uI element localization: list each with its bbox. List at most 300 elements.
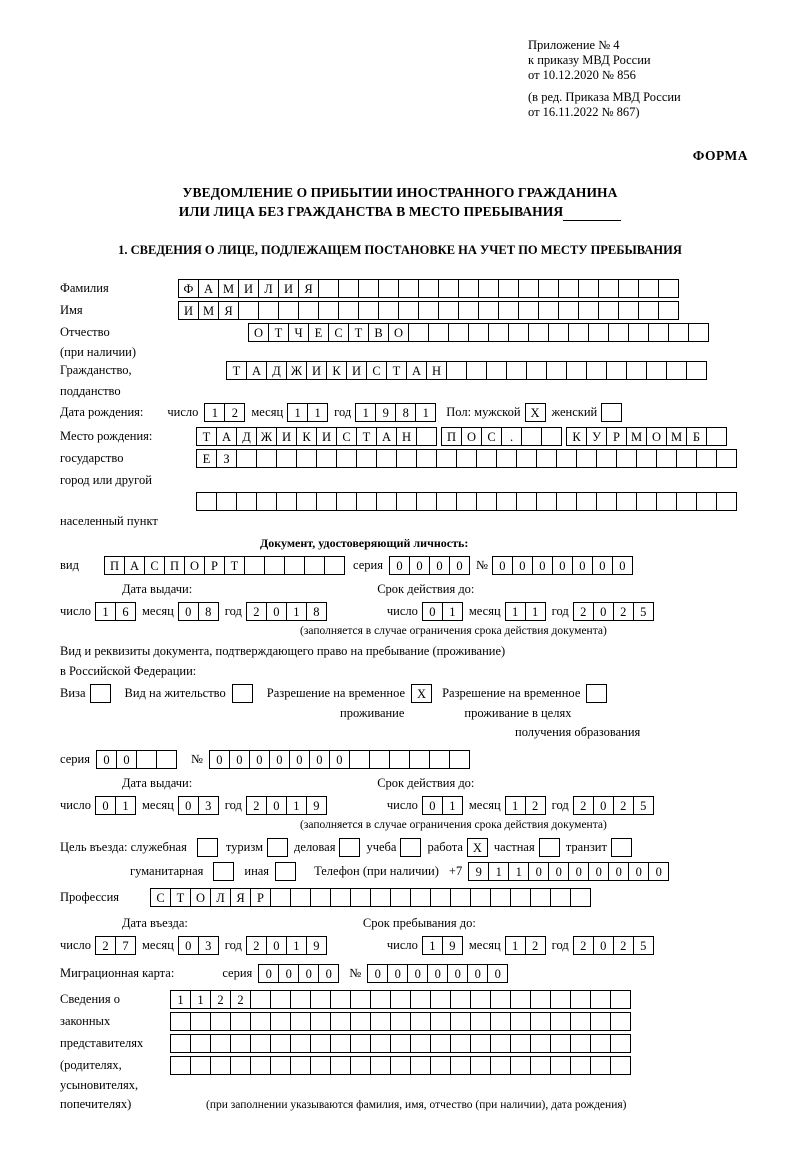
char-cell[interactable]: И [276,427,297,446]
char-cell[interactable]: 0 [593,936,614,955]
char-cell[interactable] [290,1034,311,1053]
char-cell[interactable] [230,1012,251,1031]
char-cell[interactable]: Т [196,427,217,446]
char-cell[interactable]: Я [230,888,251,907]
char-cell[interactable]: 1 [286,936,307,955]
profession-input[interactable] [150,888,591,907]
char-cell[interactable] [688,323,709,342]
entry-month-input[interactable] [178,936,219,955]
permit-valid-day-input[interactable] [422,796,463,815]
char-cell[interactable]: 0 [407,964,428,983]
char-cell[interactable] [390,1056,411,1075]
birth-month-input[interactable] [287,403,328,422]
char-cell[interactable]: 6 [115,602,136,621]
char-cell[interactable] [358,301,379,320]
char-cell[interactable] [350,1034,371,1053]
char-cell[interactable] [456,492,477,511]
char-cell[interactable]: 1 [442,796,463,815]
char-cell[interactable] [410,888,431,907]
char-cell[interactable] [586,684,607,703]
char-cell[interactable]: 0 [278,964,299,983]
char-cell[interactable]: 0 [367,964,388,983]
char-cell[interactable]: 0 [528,862,549,881]
char-cell[interactable]: К [566,427,587,446]
char-cell[interactable] [236,449,257,468]
char-cell[interactable] [438,301,459,320]
char-cell[interactable] [270,990,291,1009]
char-cell[interactable] [476,449,497,468]
purpose-business-checkbox[interactable] [339,838,360,857]
char-cell[interactable] [606,361,627,380]
char-cell[interactable] [210,1012,231,1031]
char-cell[interactable] [518,301,539,320]
char-cell[interactable]: Д [236,427,257,446]
char-cell[interactable]: Я [298,279,319,298]
char-cell[interactable] [550,888,571,907]
char-cell[interactable] [530,888,551,907]
char-cell[interactable]: 0 [593,796,614,815]
char-cell[interactable] [276,492,297,511]
char-cell[interactable] [250,1034,271,1053]
char-cell[interactable] [556,449,577,468]
char-cell[interactable] [601,403,622,422]
char-cell[interactable] [258,301,279,320]
char-cell[interactable]: 0 [548,862,569,881]
char-cell[interactable]: К [326,361,347,380]
char-cell[interactable]: 1 [286,796,307,815]
char-cell[interactable]: Л [210,888,231,907]
char-cell[interactable]: 2 [210,990,231,1009]
legal-rep-line-3-input[interactable] [170,1034,631,1053]
char-cell[interactable]: Т [224,556,245,575]
char-cell[interactable]: 0 [178,602,199,621]
char-cell[interactable] [556,492,577,511]
char-cell[interactable] [576,449,597,468]
char-cell[interactable]: 0 [178,936,199,955]
char-cell[interactable]: Х [467,838,488,857]
char-cell[interactable] [658,301,679,320]
char-cell[interactable] [696,492,717,511]
char-cell[interactable] [376,449,397,468]
purpose-study-checkbox[interactable] [400,838,421,857]
char-cell[interactable]: 1 [422,936,443,955]
char-cell[interactable]: Ф [178,279,199,298]
char-cell[interactable]: 0 [487,964,508,983]
char-cell[interactable]: 0 [429,556,450,575]
doc-issue-year-input[interactable] [246,602,327,621]
char-cell[interactable] [310,888,331,907]
char-cell[interactable] [608,323,629,342]
permit-series-input[interactable] [96,750,177,769]
char-cell[interactable] [450,1012,471,1031]
char-cell[interactable]: 0 [608,862,629,881]
char-cell[interactable]: А [124,556,145,575]
char-cell[interactable]: 0 [387,964,408,983]
char-cell[interactable] [316,449,337,468]
char-cell[interactable] [466,361,487,380]
char-cell[interactable] [390,1034,411,1053]
char-cell[interactable] [250,990,271,1009]
birthplace-city-input[interactable] [566,427,727,446]
char-cell[interactable]: О [388,323,409,342]
char-cell[interactable] [510,1056,531,1075]
char-cell[interactable]: П [104,556,125,575]
char-cell[interactable] [616,449,637,468]
char-cell[interactable]: А [246,361,267,380]
char-cell[interactable]: 0 [628,862,649,881]
char-cell[interactable] [430,1056,451,1075]
char-cell[interactable]: Т [348,323,369,342]
char-cell[interactable] [270,1056,291,1075]
char-cell[interactable] [296,492,317,511]
char-cell[interactable] [510,888,531,907]
char-cell[interactable] [350,1012,371,1031]
char-cell[interactable]: 2 [224,403,245,422]
char-cell[interactable] [616,492,637,511]
purpose-work-checkbox[interactable] [467,838,488,857]
char-cell[interactable] [213,862,234,881]
char-cell[interactable]: 0 [258,964,279,983]
char-cell[interactable]: 1 [115,796,136,815]
char-cell[interactable] [418,301,439,320]
char-cell[interactable] [316,492,337,511]
char-cell[interactable] [468,323,489,342]
char-cell[interactable]: 0 [209,750,230,769]
char-cell[interactable] [668,323,689,342]
char-cell[interactable] [349,750,370,769]
char-cell[interactable] [436,492,457,511]
entry-day-input[interactable] [95,936,136,955]
char-cell[interactable]: 1 [505,796,526,815]
char-cell[interactable] [638,301,659,320]
char-cell[interactable]: Х [525,403,546,422]
char-cell[interactable] [528,323,549,342]
char-cell[interactable] [568,323,589,342]
char-cell[interactable]: О [190,888,211,907]
char-cell[interactable] [610,1034,631,1053]
char-cell[interactable] [536,492,557,511]
char-cell[interactable] [216,492,237,511]
char-cell[interactable] [336,449,357,468]
surname-input[interactable] [178,279,679,298]
sex-male-checkbox[interactable] [525,403,546,422]
char-cell[interactable]: 2 [246,602,267,621]
char-cell[interactable] [270,888,291,907]
char-cell[interactable] [369,750,390,769]
char-cell[interactable] [470,1012,491,1031]
char-cell[interactable] [418,279,439,298]
char-cell[interactable] [516,492,537,511]
char-cell[interactable]: 2 [613,936,634,955]
char-cell[interactable] [676,449,697,468]
sex-female-checkbox[interactable] [601,403,622,422]
char-cell[interactable] [536,449,557,468]
char-cell[interactable]: 0 [389,556,410,575]
char-cell[interactable] [656,492,677,511]
char-cell[interactable] [610,1012,631,1031]
char-cell[interactable]: 0 [467,964,488,983]
char-cell[interactable] [230,1056,251,1075]
doc-valid-year-input[interactable] [573,602,654,621]
char-cell[interactable] [578,279,599,298]
char-cell[interactable]: 1 [488,862,509,881]
char-cell[interactable]: . [501,427,522,446]
char-cell[interactable] [276,449,297,468]
char-cell[interactable]: 5 [633,796,654,815]
char-cell[interactable] [244,556,265,575]
char-cell[interactable] [436,449,457,468]
char-cell[interactable]: О [646,427,667,446]
char-cell[interactable] [210,1034,231,1053]
char-cell[interactable] [498,279,519,298]
char-cell[interactable]: С [366,361,387,380]
char-cell[interactable] [324,556,345,575]
char-cell[interactable] [190,1034,211,1053]
char-cell[interactable] [596,449,617,468]
char-cell[interactable]: С [150,888,171,907]
char-cell[interactable] [304,556,325,575]
char-cell[interactable]: П [164,556,185,575]
char-cell[interactable]: Ж [286,361,307,380]
char-cell[interactable]: 0 [329,750,350,769]
char-cell[interactable]: П [441,427,462,446]
char-cell[interactable] [618,279,639,298]
char-cell[interactable]: 5 [633,602,654,621]
char-cell[interactable] [570,1056,591,1075]
char-cell[interactable] [430,888,451,907]
char-cell[interactable]: 0 [266,602,287,621]
char-cell[interactable] [530,1056,551,1075]
char-cell[interactable]: 0 [512,556,533,575]
purpose-private-checkbox[interactable] [539,838,560,857]
char-cell[interactable] [350,1056,371,1075]
char-cell[interactable] [508,323,529,342]
char-cell[interactable] [570,1012,591,1031]
char-cell[interactable]: 0 [269,750,290,769]
char-cell[interactable]: Н [426,361,447,380]
char-cell[interactable] [590,990,611,1009]
char-cell[interactable] [430,990,451,1009]
char-cell[interactable] [636,449,657,468]
char-cell[interactable] [590,1012,611,1031]
char-cell[interactable] [390,888,411,907]
char-cell[interactable] [550,990,571,1009]
char-cell[interactable]: 1 [190,990,211,1009]
char-cell[interactable] [486,361,507,380]
char-cell[interactable] [290,990,311,1009]
char-cell[interactable] [456,449,477,468]
char-cell[interactable]: И [316,427,337,446]
char-cell[interactable] [430,1034,451,1053]
char-cell[interactable] [510,990,531,1009]
char-cell[interactable]: 9 [306,936,327,955]
char-cell[interactable]: Т [356,427,377,446]
char-cell[interactable] [370,1012,391,1031]
char-cell[interactable]: 0 [95,796,116,815]
permit-issue-year-input[interactable] [246,796,327,815]
char-cell[interactable] [596,492,617,511]
char-cell[interactable] [410,1034,431,1053]
char-cell[interactable]: 0 [427,964,448,983]
char-cell[interactable]: 9 [468,862,489,881]
doc-number-input[interactable] [492,556,633,575]
char-cell[interactable] [318,279,339,298]
char-cell[interactable] [570,990,591,1009]
char-cell[interactable] [275,862,296,881]
permit-issue-day-input[interactable] [95,796,136,815]
char-cell[interactable]: А [198,279,219,298]
char-cell[interactable]: 1 [355,403,376,422]
char-cell[interactable]: Б [686,427,707,446]
char-cell[interactable] [196,492,217,511]
char-cell[interactable] [396,492,417,511]
char-cell[interactable] [446,361,467,380]
char-cell[interactable]: А [406,361,427,380]
char-cell[interactable] [376,492,397,511]
char-cell[interactable] [230,1034,251,1053]
doc-issue-month-input[interactable] [178,602,219,621]
char-cell[interactable] [539,838,560,857]
char-cell[interactable]: 0 [289,750,310,769]
char-cell[interactable] [330,888,351,907]
char-cell[interactable] [530,990,551,1009]
char-cell[interactable]: 2 [613,796,634,815]
stay-year-input[interactable] [573,936,654,955]
char-cell[interactable]: С [481,427,502,446]
char-cell[interactable] [618,301,639,320]
char-cell[interactable] [90,684,111,703]
char-cell[interactable]: 1 [307,403,328,422]
legal-rep-line-4-input[interactable] [170,1056,631,1075]
char-cell[interactable] [350,888,371,907]
char-cell[interactable] [296,449,317,468]
char-cell[interactable] [490,1056,511,1075]
phone-input[interactable] [468,862,669,881]
doc-valid-month-input[interactable] [505,602,546,621]
char-cell[interactable]: 0 [612,556,633,575]
char-cell[interactable] [586,361,607,380]
char-cell[interactable]: И [278,279,299,298]
char-cell[interactable] [658,279,679,298]
char-cell[interactable]: 1 [525,602,546,621]
name-input[interactable] [178,301,679,320]
char-cell[interactable]: 1 [442,602,463,621]
char-cell[interactable] [338,279,359,298]
char-cell[interactable]: А [216,427,237,446]
char-cell[interactable] [370,1034,391,1053]
char-cell[interactable] [530,1034,551,1053]
char-cell[interactable]: 0 [492,556,513,575]
char-cell[interactable]: 0 [447,964,468,983]
char-cell[interactable] [339,838,360,857]
char-cell[interactable] [290,1056,311,1075]
char-cell[interactable] [370,1056,391,1075]
char-cell[interactable] [378,301,399,320]
char-cell[interactable]: 0 [422,796,443,815]
entry-year-input[interactable] [246,936,327,955]
char-cell[interactable] [330,990,351,1009]
char-cell[interactable] [318,301,339,320]
char-cell[interactable]: 3 [198,936,219,955]
char-cell[interactable]: К [296,427,317,446]
char-cell[interactable]: 9 [375,403,396,422]
char-cell[interactable] [336,492,357,511]
residence-checkbox[interactable] [232,684,253,703]
char-cell[interactable]: Е [196,449,217,468]
char-cell[interactable] [278,301,299,320]
char-cell[interactable] [310,1056,331,1075]
char-cell[interactable] [389,750,410,769]
char-cell[interactable] [232,684,253,703]
char-cell[interactable]: И [306,361,327,380]
purpose-humanitarian-checkbox[interactable] [213,862,234,881]
char-cell[interactable]: 0 [572,556,593,575]
char-cell[interactable]: С [328,323,349,342]
char-cell[interactable] [390,990,411,1009]
legal-rep-line-2-input[interactable] [170,1012,631,1031]
char-cell[interactable]: 0 [593,602,614,621]
char-cell[interactable] [356,492,377,511]
char-cell[interactable]: 8 [395,403,416,422]
char-cell[interactable] [428,323,449,342]
char-cell[interactable]: О [461,427,482,446]
char-cell[interactable] [496,449,517,468]
char-cell[interactable] [429,750,450,769]
char-cell[interactable] [656,449,677,468]
char-cell[interactable]: А [376,427,397,446]
char-cell[interactable] [450,888,471,907]
char-cell[interactable] [416,492,437,511]
permit-number-input[interactable] [209,750,470,769]
char-cell[interactable]: С [144,556,165,575]
purpose-tourism-checkbox[interactable] [267,838,288,857]
char-cell[interactable] [518,279,539,298]
birth-year-input[interactable] [355,403,436,422]
char-cell[interactable] [490,1034,511,1053]
permit-issue-month-input[interactable] [178,796,219,815]
char-cell[interactable]: 2 [230,990,251,1009]
char-cell[interactable] [546,361,567,380]
char-cell[interactable] [356,449,377,468]
char-cell[interactable] [390,1012,411,1031]
char-cell[interactable] [400,838,421,857]
char-cell[interactable]: 0 [249,750,270,769]
char-cell[interactable] [648,323,669,342]
stay-day-input[interactable] [422,936,463,955]
char-cell[interactable] [264,556,285,575]
char-cell[interactable] [450,1034,471,1053]
char-cell[interactable] [558,279,579,298]
char-cell[interactable]: Х [411,684,432,703]
char-cell[interactable]: 9 [306,796,327,815]
char-cell[interactable] [470,1056,491,1075]
char-cell[interactable]: Ч [288,323,309,342]
char-cell[interactable] [510,1012,531,1031]
char-cell[interactable] [578,301,599,320]
char-cell[interactable]: 0 [532,556,553,575]
permit-valid-month-input[interactable] [505,796,546,815]
char-cell[interactable] [170,1012,191,1031]
char-cell[interactable] [558,301,579,320]
citizenship-input[interactable] [226,361,707,380]
char-cell[interactable] [398,279,419,298]
char-cell[interactable]: 0 [552,556,573,575]
char-cell[interactable] [598,279,619,298]
char-cell[interactable] [570,1034,591,1053]
char-cell[interactable]: Р [204,556,225,575]
char-cell[interactable] [290,888,311,907]
char-cell[interactable]: М [666,427,687,446]
